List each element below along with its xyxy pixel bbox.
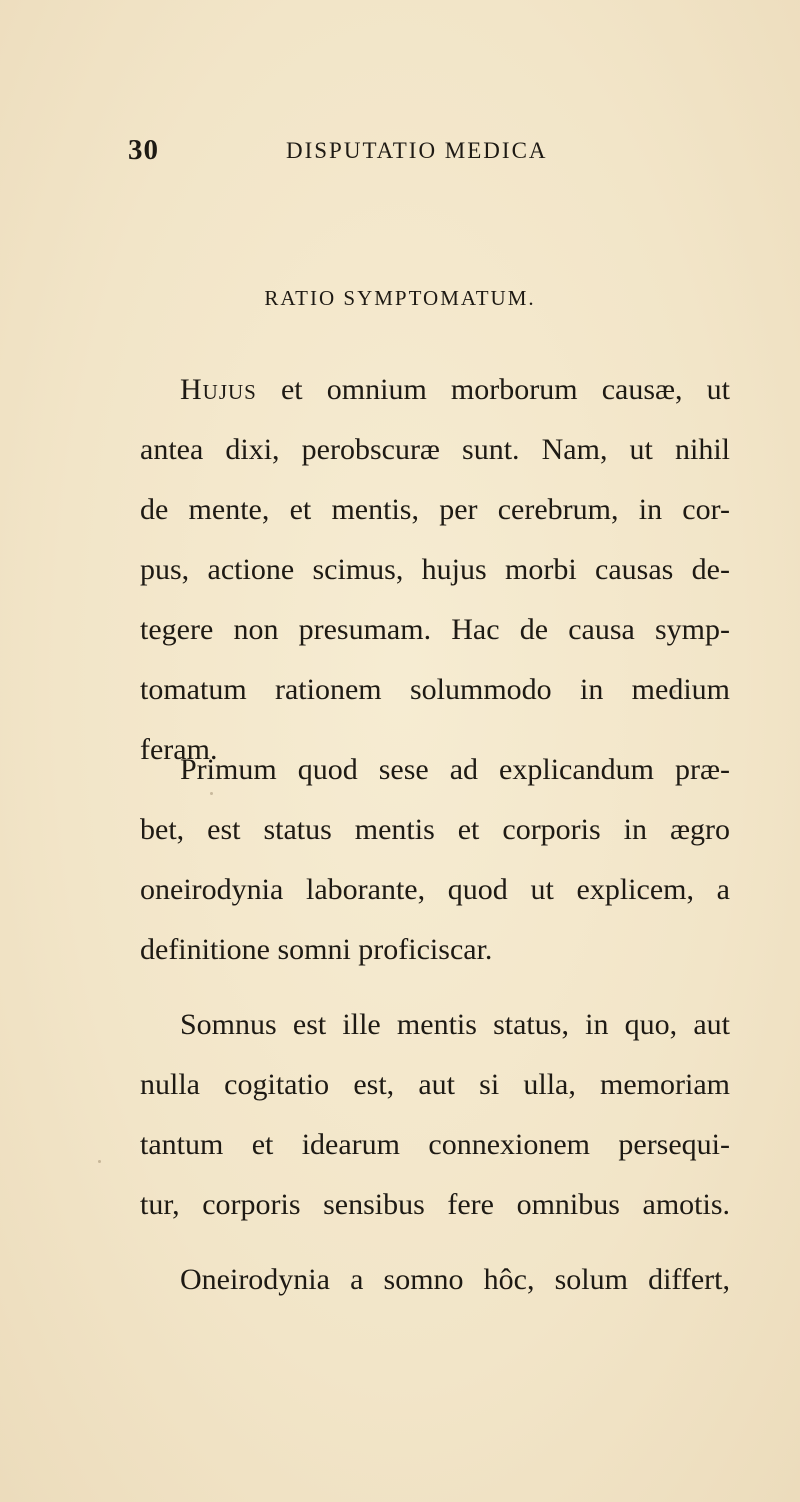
text-line: nulla cogitatio est, aut si ulla, memoriam [140, 1068, 730, 1101]
paper-speck [673, 690, 676, 693]
text-line [140, 360, 730, 420]
section-heading: RATIO SYMPTOMATUM. [264, 286, 536, 310]
text-line: Primum quod sese ad explicandum præ- [180, 753, 730, 786]
running-head [0, 134, 800, 174]
running-title: DISPUTATIO MEDICA [286, 138, 548, 163]
text-line: tegere non presumam. Hac de causa symp- [140, 613, 730, 646]
text-line: Oneirodynia a somno hôc, solum differt, [180, 1263, 730, 1296]
line-text: et omnium morborum causæ, ut [256, 373, 730, 406]
paragraph-4 [140, 1250, 730, 1310]
text-line: feram. [140, 733, 218, 766]
text-line: de mente, et mentis, per cerebrum, in cor- [140, 493, 730, 526]
paragraph-1 [140, 360, 730, 780]
text-line: tur, corporis sensibus fere omnibus amotis. [140, 1188, 730, 1221]
text-line: pus, actione scimus, hujus morbi causas de- [140, 553, 730, 586]
paper-speck [98, 1160, 101, 1163]
text-line: Somnus est ille mentis status, in quo, aut [180, 1008, 730, 1041]
page-number: 30 [128, 134, 159, 166]
text-line: oneirodynia laborante, quod ut explicem, a [140, 873, 730, 906]
text-line: tantum et idearum connexionem persequi- [140, 1128, 730, 1161]
paragraph-3 [140, 995, 730, 1235]
paragraph-2 [140, 740, 730, 980]
text-line: tomatum rationem solummodo in medium [140, 673, 730, 706]
paper-speck [210, 792, 213, 795]
text-line: definitione somni proficiscar. [140, 933, 493, 966]
text-line: bet, est status mentis et corporis in ægro [140, 813, 730, 846]
text-line: antea dixi, perobscuræ sunt. Nam, ut nihil [140, 433, 730, 466]
lead-word: Hujus [180, 373, 257, 406]
